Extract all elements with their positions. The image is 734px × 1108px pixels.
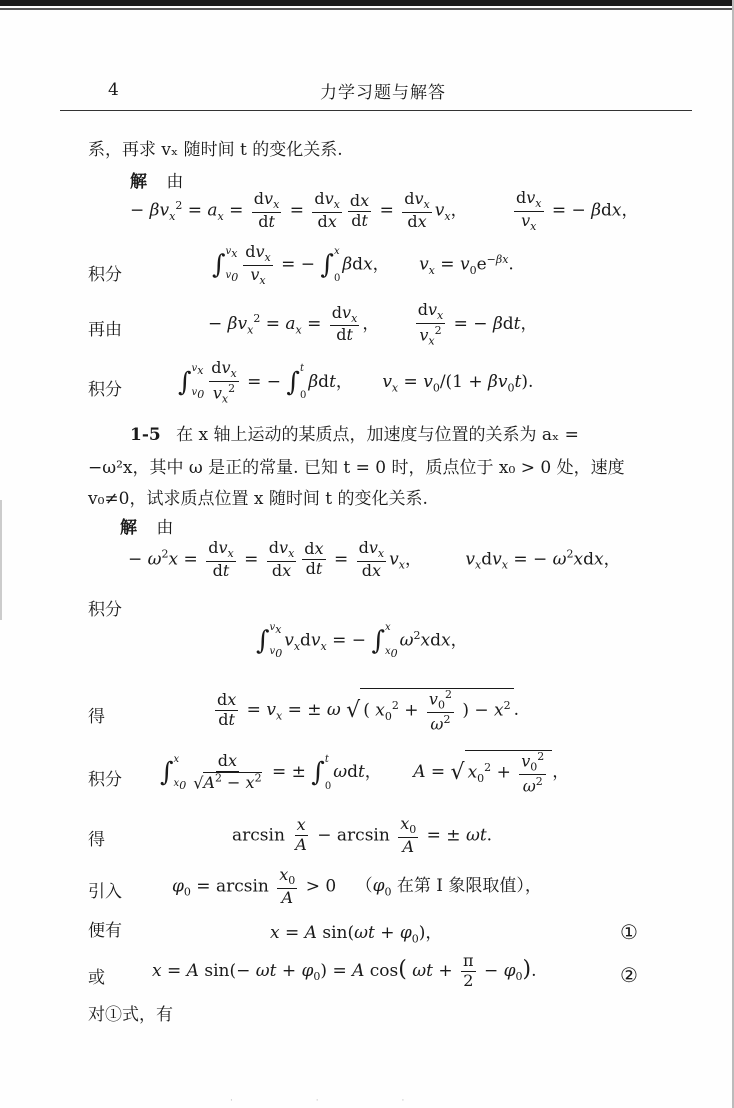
solution-by-2: 由 xyxy=(156,518,174,538)
label-de-2: 得 xyxy=(88,830,105,850)
equation-3: − $\beta v_x^2 = a_x$ = $dv_x$ dt ， $dv_x$ $v_x^2$ = − βdt， xyxy=(208,300,538,348)
label-jifen-3: 积分 xyxy=(88,600,122,620)
scan-noise: · · · xyxy=(230,1096,445,1106)
equation-4: ∫ $v_x$ $v_0$ $dv_x$ $v_x^2$ = − ∫ t 0 βdt， $v_x = v_0/(1 + \beta v_0t)$. xyxy=(178,358,534,406)
label-jifen-4: 积分 xyxy=(88,770,122,790)
label-bianyou: 便有 xyxy=(88,921,122,941)
label-de-1: 得 xyxy=(88,707,105,727)
label-zaiyou: 再由 xyxy=(88,320,122,340)
solution-by: 由 xyxy=(166,172,184,192)
last-line: 对①式，有 xyxy=(88,1005,173,1025)
label-huo: 或 xyxy=(88,968,105,988)
label-yinru: 引入 xyxy=(88,882,122,902)
solution-heading xyxy=(130,167,183,192)
problem-line-3: v₀≠0，试求质点位置 x 随时间 t 的变化关系. xyxy=(88,489,428,509)
continuation-line: 系，再求 vₓ 随时间 t 的变化关系. xyxy=(88,140,343,160)
scan-left-mark xyxy=(0,500,2,620)
solution-label-2: 解 xyxy=(120,518,137,538)
equation-1: − $\beta v_x^2 = a_x$ = $dv_x$ dt = $dv_x$ dx $\frac{dx}{dt}$ = $dv_x$ dx $v_x$， $dv_x$ $v_x$ = − βdx， xyxy=(130,188,639,233)
page-number: 4 xyxy=(108,80,119,100)
equation-2: ∫ $v_x$ $v_0$ $dv_x$ $v_x$ = − ∫ x 0 βdx， $v_x = v_0e^{-\beta x}$. xyxy=(212,242,514,287)
problem-text-1: 在 x 轴上运动的某质点，加速度与位置的关系为 aₓ = xyxy=(176,425,579,445)
equation-11: x = A $\sin(\omega t + \varphi_0)$， xyxy=(270,923,443,946)
header-rule xyxy=(60,110,692,111)
label-jifen-1: 积分 xyxy=(88,265,122,285)
equation-10: $\varphi_0 = \arcsin$ $\frac{x_0}{A}$ > 0 （$\varphi_0$ 在第 Ⅰ 象限取值）， xyxy=(172,865,542,907)
equation-12: x = A $\sin(- \omega t + \varphi_0) = A$ cos( ωt + $\frac{\pi}{2}$ − $\varphi_0$). xyxy=(152,951,537,990)
solution-label: 解 xyxy=(130,172,147,192)
equation-5: − $\omega^2x$ = $dv_x$ dt = $dv_x$ dx $\frac{dx}{dt}$ = $dv_x$ dx $v_x$， $v_xdv_x$ = − $\omega^2xdx$， xyxy=(128,538,621,580)
label-jifen-2: 积分 xyxy=(88,380,122,400)
scan-top-border xyxy=(0,0,734,6)
solution-heading-2 xyxy=(120,513,173,538)
scan-top-border-secondary xyxy=(0,8,734,10)
equation-9: arcsin $\frac{x}{A}$ − arcsin $\frac{x_0}{A}$ = ± ωt. xyxy=(232,814,493,856)
equation-6: ∫ $v_x$ $v_0$ $v_xdv_x$ = − ∫ x $x_0$ $\omega^2xdx$， xyxy=(256,622,468,660)
equation-marker-1: ① xyxy=(620,920,638,944)
equation-marker-2: ② xyxy=(620,963,638,987)
running-title: 力学习题与解答 xyxy=(320,83,446,103)
equation-8: ∫ x $x_0$ $\frac{dx}{√A^2 - x^2}$ = ± ∫ t 0 ωdt， A = √ $x_0^2$ + $\frac{v_0^2}{\omega^2}$ ， xyxy=(160,750,570,796)
equation-7: $\frac{dx}{dt}$ = $v_x$ = ± ω √ ( $x_0^2$ + $\frac{v_0^2}{\omega^2}$ ) − $x^2$ . xyxy=(217,688,520,734)
problem-line-2: −ω²x，其中 ω 是正的常量. 已知 t = 0 时，质点位于 x₀ > 0 处，速度 xyxy=(88,458,625,478)
problem-number: 1-5 xyxy=(130,425,161,445)
problem-line-1 xyxy=(130,420,579,445)
